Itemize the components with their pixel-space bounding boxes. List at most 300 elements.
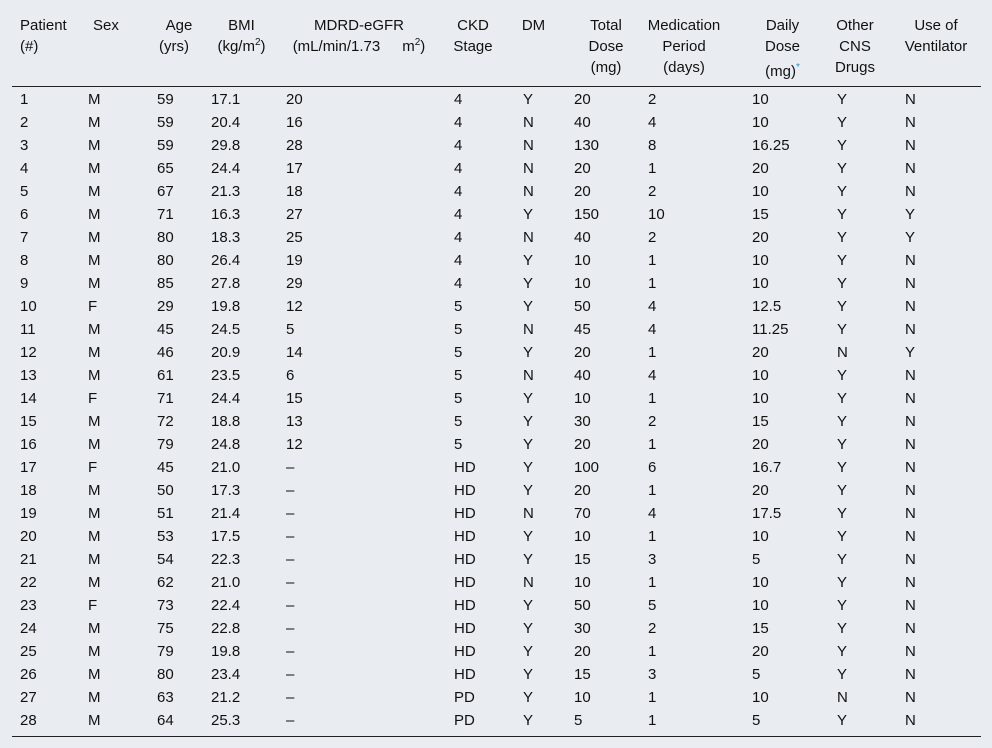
cell-dm: N	[523, 137, 534, 154]
cell-dm: Y	[523, 275, 534, 292]
cell-patient: 15	[20, 413, 37, 430]
table-row	[12, 709, 981, 732]
cell-ckd-stage: 5	[454, 436, 463, 453]
cell-daily-dose: 10	[752, 689, 769, 706]
cell-dm: Y	[523, 390, 534, 407]
cell-other-cns-drugs: Y	[837, 183, 848, 200]
cell-bmi: 18.3	[211, 229, 241, 246]
cell-other-cns-drugs: Y	[837, 597, 848, 614]
header-bmi-line2: (kg/m	[217, 38, 255, 55]
cell-dm: Y	[523, 413, 534, 430]
cell-ckd-stage: HD	[454, 643, 476, 660]
cell-daily-dose: 10	[752, 114, 769, 131]
cell-mdrd-egfr: 13	[286, 413, 303, 430]
cell-dm: Y	[523, 712, 534, 729]
cell-sex: M	[88, 114, 101, 131]
cell-daily-dose: 5	[752, 666, 761, 683]
cell-dm: Y	[523, 344, 534, 361]
header-age-line1: Age	[165, 17, 193, 34]
cell-use-of-ventilator: N	[905, 482, 916, 499]
cell-bmi: 22.3	[211, 551, 241, 568]
cell-daily-dose: 5	[752, 712, 761, 729]
patient-table	[12, 10, 981, 732]
cell-total-dose: 50	[574, 298, 591, 315]
cell-medication-period: 1	[648, 275, 657, 292]
cell-ckd-stage: 4	[454, 160, 463, 177]
cell-use-of-ventilator: N	[905, 367, 916, 384]
cell-sex: M	[88, 252, 101, 269]
header-total-dose	[560, 10, 634, 87]
cell-other-cns-drugs: Y	[837, 114, 848, 131]
cell-age: 73	[157, 597, 174, 614]
header-dm-line1: DM	[521, 17, 546, 34]
cell-total-dose: 30	[574, 413, 591, 430]
cell-bmi: 21.3	[211, 183, 241, 200]
header-vent-line1: Use of	[914, 17, 958, 34]
cell-other-cns-drugs: Y	[837, 712, 848, 729]
cell-age: 64	[157, 712, 174, 729]
cell-total-dose: 5	[574, 712, 583, 729]
cell-bmi: 25.3	[211, 712, 241, 729]
header-cns-line3: Drugs	[834, 59, 875, 76]
header-daily-dose	[734, 10, 819, 87]
cell-daily-dose: 12.5	[752, 298, 782, 315]
cell-age: 45	[157, 459, 174, 476]
cell-sex: M	[88, 206, 101, 223]
cell-age: 51	[157, 505, 174, 522]
header-ckd-line1: CKD	[457, 17, 489, 34]
cell-use-of-ventilator: N	[905, 666, 916, 683]
table-row	[12, 272, 981, 295]
cell-medication-period: 1	[648, 712, 657, 729]
cell-patient: 28	[20, 712, 37, 729]
cell-sex: M	[88, 551, 101, 568]
cell-patient: 17	[20, 459, 37, 476]
cell-patient: 25	[20, 643, 37, 660]
table-header	[12, 10, 981, 87]
cell-use-of-ventilator: N	[905, 413, 916, 430]
table-row	[12, 203, 981, 226]
cell-use-of-ventilator: N	[905, 528, 916, 545]
cell-total-dose: 10	[574, 390, 591, 407]
cell-sex: M	[88, 344, 101, 361]
cell-bmi: 29.8	[211, 137, 241, 154]
header-daily-line1: Daily	[765, 17, 800, 34]
cell-use-of-ventilator: N	[905, 321, 916, 338]
cell-medication-period: 6	[648, 459, 657, 476]
table-row	[12, 364, 981, 387]
cell-use-of-ventilator: Y	[905, 206, 916, 223]
cell-total-dose: 150	[574, 206, 600, 223]
cell-medication-period: 1	[648, 344, 657, 361]
cell-dm: Y	[523, 551, 534, 568]
table-row	[12, 226, 981, 249]
cell-sex: M	[88, 505, 101, 522]
cell-total-dose: 20	[574, 436, 591, 453]
cell-use-of-ventilator: N	[905, 390, 916, 407]
cell-bmi: 20.4	[211, 114, 241, 131]
cell-age: 71	[157, 390, 174, 407]
table-row	[12, 341, 981, 364]
header-sex-line1: Sex	[93, 17, 119, 34]
header-daily-line3	[753, 63, 800, 80]
cell-daily-dose: 15	[752, 413, 769, 430]
cell-daily-dose: 15	[752, 620, 769, 637]
header-mdrd-egfr	[279, 10, 439, 87]
cell-patient: 9	[20, 275, 29, 292]
cell-age: 80	[157, 252, 174, 269]
cell-other-cns-drugs: Y	[837, 160, 848, 177]
cell-total-dose: 10	[574, 252, 591, 269]
cell-dm: N	[523, 114, 534, 131]
header-ckd-stage	[439, 10, 507, 87]
cell-bmi: 22.4	[211, 597, 241, 614]
cell-use-of-ventilator: N	[905, 620, 916, 637]
cell-other-cns-drugs: Y	[837, 367, 848, 384]
header-bmi-superscript: 2	[254, 37, 261, 48]
cell-medication-period: 8	[648, 137, 657, 154]
cell-ckd-stage: HD	[454, 528, 476, 545]
cell-daily-dose: 15	[752, 206, 769, 223]
table-bottom-rule	[12, 732, 981, 737]
cell-ckd-stage: 5	[454, 344, 463, 361]
cell-daily-dose: 10	[752, 390, 769, 407]
cell-bmi: 21.4	[211, 505, 241, 522]
cell-medication-period: 1	[648, 160, 657, 177]
cell-medication-period: 4	[648, 321, 657, 338]
cell-ckd-stage: PD	[454, 712, 475, 729]
cell-total-dose: 10	[574, 689, 591, 706]
cell-medication-period: 4	[648, 298, 657, 315]
cell-bmi: 21.2	[211, 689, 241, 706]
header-period-line3: (days)	[663, 59, 705, 76]
cell-daily-dose: 10	[752, 252, 769, 269]
cell-other-cns-drugs: N	[837, 689, 848, 706]
cell-sex: M	[88, 183, 101, 200]
table-row	[12, 617, 981, 640]
cell-mdrd-egfr: –	[286, 712, 295, 729]
cell-dm: Y	[523, 666, 534, 683]
cell-patient: 3	[20, 137, 29, 154]
cell-ckd-stage: HD	[454, 482, 476, 499]
cell-bmi: 17.3	[211, 482, 241, 499]
cell-medication-period: 1	[648, 574, 657, 591]
cell-other-cns-drugs: Y	[837, 436, 848, 453]
table-row	[12, 479, 981, 502]
cell-dm: N	[523, 574, 534, 591]
header-bmi-line1: BMI	[228, 17, 255, 34]
cell-mdrd-egfr: 17	[286, 160, 303, 177]
cell-patient: 2	[20, 114, 29, 131]
cell-age: 72	[157, 413, 174, 430]
cell-other-cns-drugs: Y	[837, 413, 848, 430]
cell-other-cns-drugs: Y	[837, 574, 848, 591]
cell-dm: Y	[523, 252, 534, 269]
cell-bmi: 17.1	[211, 91, 241, 108]
cell-dm: Y	[523, 436, 534, 453]
cell-dm: N	[523, 229, 534, 246]
cell-sex: M	[88, 367, 101, 384]
cell-patient: 1	[20, 91, 29, 108]
cell-ckd-stage: 4	[454, 252, 463, 269]
table-row	[12, 180, 981, 203]
cell-use-of-ventilator: N	[905, 551, 916, 568]
cell-medication-period: 1	[648, 528, 657, 545]
cell-age: 79	[157, 643, 174, 660]
cell-patient: 22	[20, 574, 37, 591]
cell-dm: Y	[523, 689, 534, 706]
cell-mdrd-egfr: 16	[286, 114, 303, 131]
cell-medication-period: 1	[648, 482, 657, 499]
cell-age: 54	[157, 551, 174, 568]
cell-dm: N	[523, 505, 534, 522]
cell-mdrd-egfr: 5	[286, 321, 295, 338]
cell-ckd-stage: HD	[454, 574, 476, 591]
table-row	[12, 87, 981, 112]
header-cns-line2: CNS	[839, 38, 871, 55]
cell-mdrd-egfr: –	[286, 528, 295, 545]
cell-daily-dose: 10	[752, 367, 769, 384]
cell-bmi: 17.5	[211, 528, 241, 545]
cell-daily-dose: 20	[752, 643, 769, 660]
cell-medication-period: 10	[648, 206, 665, 223]
cell-mdrd-egfr: 25	[286, 229, 303, 246]
cell-mdrd-egfr: –	[286, 620, 295, 637]
header-cns-line1: Other	[836, 17, 874, 34]
cell-other-cns-drugs: Y	[837, 551, 848, 568]
cell-patient: 4	[20, 160, 29, 177]
cell-patient: 20	[20, 528, 37, 545]
cell-total-dose: 30	[574, 620, 591, 637]
cell-other-cns-drugs: Y	[837, 298, 848, 315]
cell-patient: 10	[20, 298, 37, 315]
cell-daily-dose: 17.5	[752, 505, 782, 522]
cell-bmi: 21.0	[211, 574, 241, 591]
cell-bmi: 24.4	[211, 160, 241, 177]
cell-age: 53	[157, 528, 174, 545]
cell-medication-period: 3	[648, 551, 657, 568]
cell-total-dose: 20	[574, 183, 591, 200]
cell-age: 79	[157, 436, 174, 453]
cell-use-of-ventilator: N	[905, 275, 916, 292]
cell-daily-dose: 20	[752, 482, 769, 499]
table-row	[12, 548, 981, 571]
cell-other-cns-drugs: Y	[837, 252, 848, 269]
cell-patient: 14	[20, 390, 37, 407]
cell-mdrd-egfr: 15	[286, 390, 303, 407]
cell-other-cns-drugs: Y	[837, 482, 848, 499]
cell-patient: 24	[20, 620, 37, 637]
cell-patient: 6	[20, 206, 29, 223]
cell-sex: F	[88, 459, 98, 476]
cell-use-of-ventilator: N	[905, 597, 916, 614]
cell-other-cns-drugs: Y	[837, 620, 848, 637]
cell-mdrd-egfr: –	[286, 574, 295, 591]
cell-medication-period: 1	[648, 390, 657, 407]
cell-dm: Y	[523, 298, 534, 315]
cell-daily-dose: 20	[752, 344, 769, 361]
cell-use-of-ventilator: N	[905, 574, 916, 591]
cell-other-cns-drugs: Y	[837, 321, 848, 338]
cell-dm: N	[523, 321, 534, 338]
cell-daily-dose: 10	[752, 597, 769, 614]
header-total-line1: Total	[590, 17, 622, 34]
cell-age: 65	[157, 160, 174, 177]
cell-sex: M	[88, 275, 101, 292]
footnote-marker[interactable]: *	[795, 62, 800, 73]
header-total-line2: Dose	[588, 38, 624, 55]
cell-other-cns-drugs: Y	[837, 275, 848, 292]
cell-dm: N	[523, 183, 534, 200]
cell-patient: 8	[20, 252, 29, 269]
cell-age: 61	[157, 367, 174, 384]
cell-use-of-ventilator: N	[905, 252, 916, 269]
header-egfr-line2: (mL/min/1.73	[292, 38, 381, 55]
cell-bmi: 16.3	[211, 206, 241, 223]
cell-ckd-stage: PD	[454, 689, 475, 706]
table-row	[12, 134, 981, 157]
cell-daily-dose: 10	[752, 574, 769, 591]
cell-use-of-ventilator: N	[905, 298, 916, 315]
cell-total-dose: 10	[574, 574, 591, 591]
cell-bmi: 23.5	[211, 367, 241, 384]
cell-other-cns-drugs: Y	[837, 390, 848, 407]
cell-mdrd-egfr: 14	[286, 344, 303, 361]
table-body	[12, 87, 981, 733]
header-other-cns-drugs	[819, 10, 891, 87]
cell-ckd-stage: 5	[454, 298, 463, 315]
cell-total-dose: 15	[574, 551, 591, 568]
cell-use-of-ventilator: N	[905, 436, 916, 453]
cell-patient: 18	[20, 482, 37, 499]
cell-total-dose: 20	[574, 160, 591, 177]
cell-daily-dose: 10	[752, 91, 769, 108]
cell-bmi: 27.8	[211, 275, 241, 292]
cell-use-of-ventilator: N	[905, 114, 916, 131]
cell-patient: 7	[20, 229, 29, 246]
cell-ckd-stage: 4	[454, 137, 463, 154]
cell-mdrd-egfr: –	[286, 689, 295, 706]
cell-use-of-ventilator: N	[905, 505, 916, 522]
cell-sex: M	[88, 321, 101, 338]
cell-daily-dose: 10	[752, 275, 769, 292]
cell-use-of-ventilator: Y	[905, 229, 916, 246]
header-patient-line1: Patient	[20, 17, 67, 34]
cell-use-of-ventilator: Y	[905, 344, 916, 361]
cell-age: 85	[157, 275, 174, 292]
cell-daily-dose: 20	[752, 436, 769, 453]
cell-ckd-stage: HD	[454, 459, 476, 476]
cell-bmi: 23.4	[211, 666, 241, 683]
cell-ckd-stage: HD	[454, 620, 476, 637]
cell-daily-dose: 20	[752, 160, 769, 177]
cell-patient: 21	[20, 551, 37, 568]
cell-patient: 23	[20, 597, 37, 614]
cell-use-of-ventilator: N	[905, 689, 916, 706]
cell-other-cns-drugs: Y	[837, 229, 848, 246]
header-bmi-close: )	[260, 38, 266, 55]
cell-medication-period: 2	[648, 229, 657, 246]
table-row	[12, 387, 981, 410]
cell-age: 59	[157, 114, 174, 131]
table-row	[12, 456, 981, 479]
cell-medication-period: 2	[648, 183, 657, 200]
cell-dm: Y	[523, 91, 534, 108]
header-vent-line2: Ventilator	[904, 38, 968, 55]
cell-other-cns-drugs: Y	[837, 505, 848, 522]
header-sex	[82, 10, 144, 87]
cell-use-of-ventilator: N	[905, 643, 916, 660]
table-row	[12, 433, 981, 456]
cell-bmi: 22.8	[211, 620, 241, 637]
table-row	[12, 594, 981, 617]
cell-sex: M	[88, 574, 101, 591]
cell-dm: N	[523, 367, 534, 384]
cell-other-cns-drugs: Y	[837, 459, 848, 476]
cell-medication-period: 1	[648, 436, 657, 453]
table-row	[12, 295, 981, 318]
cell-ckd-stage: 5	[454, 321, 463, 338]
cell-total-dose: 20	[574, 643, 591, 660]
cell-mdrd-egfr: –	[286, 505, 295, 522]
cell-mdrd-egfr: –	[286, 459, 295, 476]
cell-dm: Y	[523, 528, 534, 545]
cell-medication-period: 2	[648, 620, 657, 637]
cell-other-cns-drugs: Y	[837, 666, 848, 683]
header-period-line1: Medication	[647, 17, 721, 34]
cell-age: 29	[157, 298, 174, 315]
cell-sex: M	[88, 436, 101, 453]
cell-ckd-stage: 4	[454, 91, 463, 108]
cell-bmi: 24.8	[211, 436, 241, 453]
cell-ckd-stage: 5	[454, 367, 463, 384]
cell-mdrd-egfr: 28	[286, 137, 303, 154]
cell-total-dose: 40	[574, 367, 591, 384]
cell-patient: 26	[20, 666, 37, 683]
cell-other-cns-drugs: Y	[837, 528, 848, 545]
cell-total-dose: 20	[574, 91, 591, 108]
cell-age: 62	[157, 574, 174, 591]
cell-use-of-ventilator: N	[905, 91, 916, 108]
cell-ckd-stage: 4	[454, 183, 463, 200]
cell-ckd-stage: 4	[454, 114, 463, 131]
cell-sex: M	[88, 413, 101, 430]
cell-patient: 5	[20, 183, 29, 200]
cell-mdrd-egfr: 6	[286, 367, 295, 384]
header-use-of-ventilator	[891, 10, 981, 87]
cell-ckd-stage: HD	[454, 597, 476, 614]
cell-age: 75	[157, 620, 174, 637]
header-age-line2: (yrs)	[159, 38, 189, 55]
cell-mdrd-egfr: –	[286, 666, 295, 683]
cell-medication-period: 4	[648, 114, 657, 131]
cell-ckd-stage: HD	[454, 505, 476, 522]
header-medication-period	[634, 10, 734, 87]
table-row	[12, 111, 981, 134]
cell-age: 71	[157, 206, 174, 223]
cell-total-dose: 45	[574, 321, 591, 338]
cell-age: 80	[157, 666, 174, 683]
cell-sex: F	[88, 597, 98, 614]
cell-bmi: 18.8	[211, 413, 241, 430]
cell-patient: 16	[20, 436, 37, 453]
cell-total-dose: 10	[574, 275, 591, 292]
cell-medication-period: 1	[648, 689, 657, 706]
cell-total-dose: 130	[574, 137, 600, 154]
header-egfr-close: )	[420, 38, 426, 55]
cell-bmi: 21.0	[211, 459, 241, 476]
cell-use-of-ventilator: N	[905, 160, 916, 177]
